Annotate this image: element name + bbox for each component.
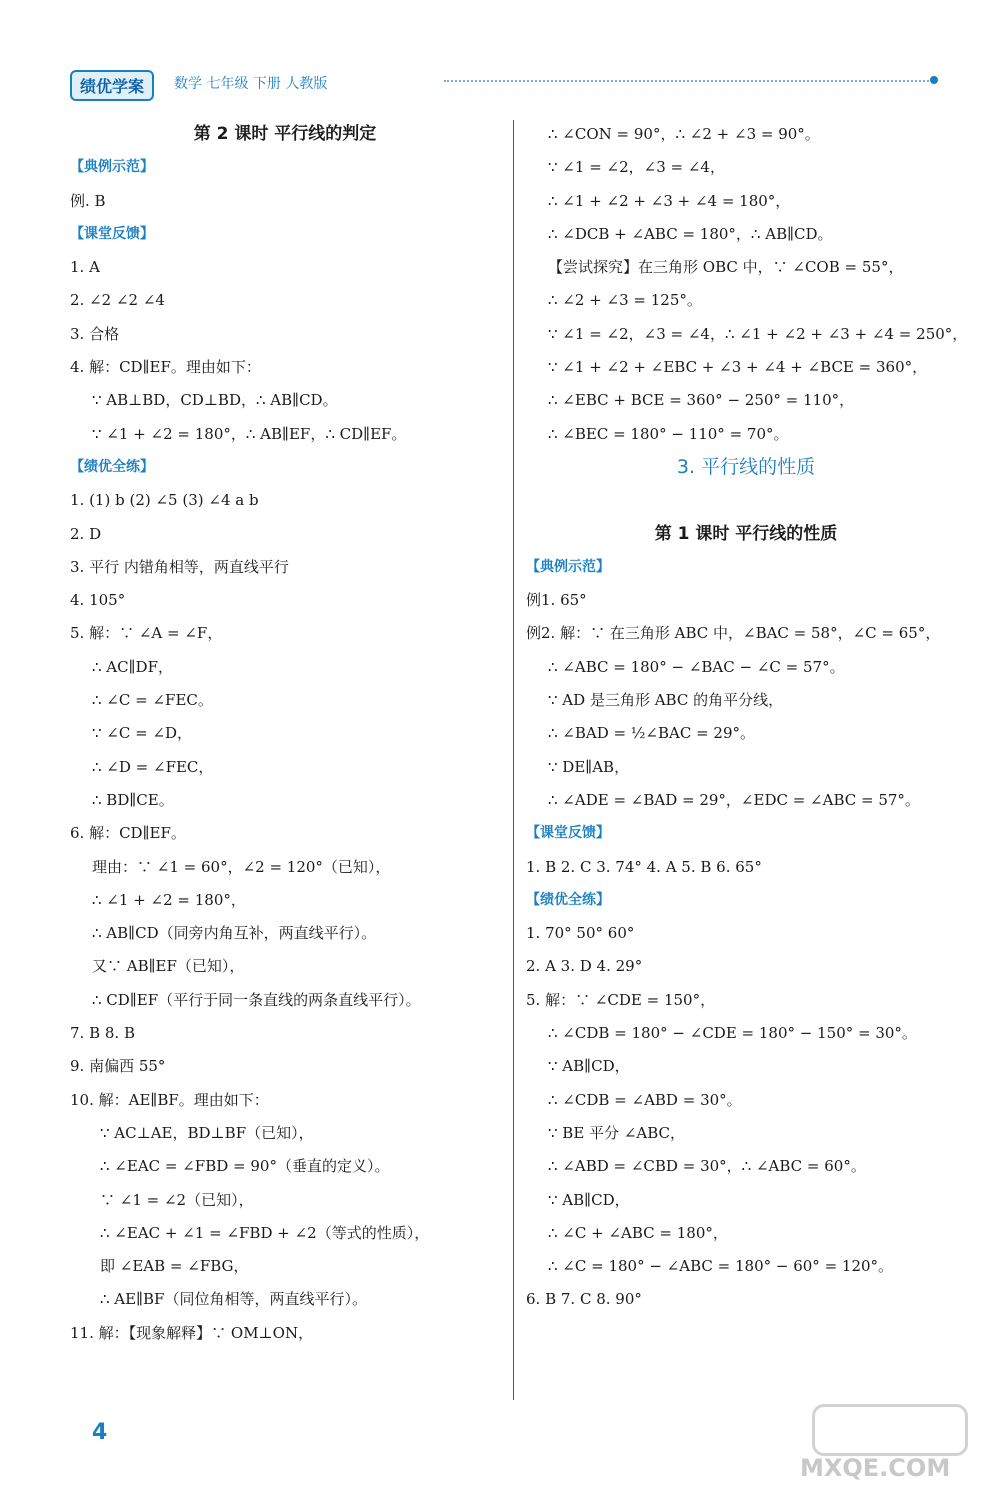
left-column-line: 例. B: [70, 191, 106, 210]
left-column-line: 【绩优全练】: [70, 458, 154, 475]
left-column-line: ∵ AC⊥AE，BD⊥BF（已知），: [100, 1123, 314, 1142]
left-column-line: ∴ BD∥CE。: [92, 790, 174, 809]
right-column-line: 【课堂反馈】: [526, 825, 610, 842]
header-dotted-rule: [444, 80, 936, 82]
right-column-line: ∴ ∠ADE = ∠BAD = 29°，∠EDC = ∠ABC = 57°。: [548, 790, 920, 809]
left-column-line: ∵ ∠1 + ∠2 = 180°，∴ AB∥EF，∴ CD∥EF。: [92, 424, 407, 443]
left-column-line: 第 2 课时 平行线的判定: [193, 124, 377, 144]
left-column-line: ∴ ∠D = ∠FEC，: [92, 757, 214, 776]
left-column-line: 2. D: [70, 524, 102, 543]
left-column-line: ∵ ∠1 = ∠2（已知），: [100, 1190, 254, 1209]
page-header: [62, 66, 942, 100]
left-column-line: 【课堂反馈】: [70, 225, 154, 242]
watermark-text: MXQE.COM: [800, 1454, 951, 1482]
right-column-line: ∴ ∠BEC = 180° − 110° = 70°。: [548, 424, 789, 443]
brand-badge: 绩优学案: [70, 70, 154, 101]
left-column-line: 11. 解：【现象解释】∵ OM⊥ON，: [70, 1323, 314, 1342]
left-column-line: ∴ CD∥EF（平行于同一条直线的两条直线平行）。: [92, 990, 421, 1009]
left-column-line: ∴ AC∥DF，: [92, 657, 173, 676]
left-column-line: 5. 解：∵ ∠A = ∠F，: [70, 624, 223, 643]
left-column-line: ∴ ∠1 + ∠2 = 180°，: [92, 890, 246, 909]
right-column-line: ∴ ∠DCB + ∠ABC = 180°，∴ AB∥CD。: [548, 224, 833, 243]
left-column-line: 4. 105°: [70, 591, 126, 610]
right-column-line: ∵ DE∥AB，: [548, 757, 630, 776]
left-column-line: 3. 平行 内错角相等，两直线平行: [70, 557, 289, 576]
right-column-line: ∴ ∠ABD = ∠CBD = 30°，∴ ∠ABC = 60°。: [548, 1157, 866, 1176]
right-column-line: ∴ ∠BAD = ½∠BAC = 29°。: [548, 724, 755, 743]
left-column-line: ∴ ∠EAC = ∠FBD = 90°（垂直的定义）。: [100, 1157, 390, 1176]
right-column-line: ∵ BE 平分 ∠ABC，: [548, 1123, 685, 1142]
left-column-line: ∴ AE∥BF（同位角相等，两直线平行）。: [100, 1290, 367, 1309]
left-column-line: 2. ∠2 ∠2 ∠4: [70, 291, 165, 310]
right-column-line: ∴ ∠C + ∠ABC = 180°，: [548, 1223, 728, 1242]
right-column-line: 2. A 3. D 4. 29°: [526, 957, 643, 976]
left-column-line: 9. 南偏西 55°: [70, 1057, 166, 1076]
left-column-line: 10. 解：AE∥BF。理由如下：: [70, 1090, 269, 1109]
right-column-line: ∵ AD 是三角形 ABC 的角平分线，: [548, 691, 784, 710]
right-column-line: 【尝试探究】在三角形 OBC 中，∵ ∠COB = 55°，: [548, 258, 904, 277]
right-column-line: ∵ ∠1 = ∠2，∠3 = ∠4，∴ ∠1 + ∠2 + ∠3 + ∠4 = 250°，: [548, 324, 968, 343]
right-column-line: [526, 484, 966, 517]
right-column-line: ∴ ∠1 + ∠2 + ∠3 + ∠4 = 180°，: [548, 191, 791, 210]
right-column-line: 例2. 解：∵ 在三角形 ABC 中，∠BAC = 58°，∠C = 65°，: [526, 624, 941, 643]
page-number: 4: [92, 1420, 108, 1445]
left-column-line: ∴ ∠EAC + ∠1 = ∠FBD + ∠2（等式的性质），: [100, 1223, 430, 1242]
right-column-line: ∴ ∠CDB = ∠ABD = 30°。: [548, 1090, 742, 1109]
right-column-line: 1. B 2. C 3. 74° 4. A 5. B 6. 65°: [526, 857, 762, 876]
right-column: [526, 118, 966, 1317]
right-column-line: 3. 平行线的性质: [676, 455, 816, 478]
right-column-line: ∵ AB∥CD，: [548, 1190, 630, 1209]
left-column-line: ∵ ∠C = ∠D，: [92, 724, 193, 743]
right-column-line: 6. B 7. C 8. 90°: [526, 1290, 642, 1309]
left-column-line: 又∵ AB∥EF（已知），: [92, 957, 245, 976]
right-column-line: ∵ AB∥CD，: [548, 1057, 630, 1076]
right-column-line: ∴ ∠CDB = 180° − ∠CDE = 180° − 150° = 30°。: [548, 1024, 917, 1043]
subject-info: 数学 七年级 下册 人教版: [174, 76, 328, 92]
left-column-line: 1. A: [70, 258, 100, 277]
column-divider: [513, 120, 514, 1400]
right-column-line: ∵ ∠1 = ∠2，∠3 = ∠4，: [548, 158, 725, 177]
left-column-line: 即 ∠EAB = ∠FBG，: [100, 1257, 249, 1276]
left-column-line: 6. 解：CD∥EF。: [70, 824, 186, 843]
watermark-logo-icon: [812, 1404, 968, 1456]
left-column-line: 理由：∵ ∠1 = 60°，∠2 = 120°（已知），: [92, 857, 391, 876]
left-column-line: ∴ ∠C = ∠FEC。: [92, 691, 213, 710]
right-column-line: ∴ ∠C = 180° − ∠ABC = 180° − 60° = 120°。: [548, 1257, 894, 1276]
right-column-line: 【绩优全练】: [526, 891, 610, 908]
left-column-line: 3. 合格: [70, 324, 120, 343]
left-column-line: 1. (1) b (2) ∠5 (3) ∠4 a b: [70, 491, 259, 510]
right-column-line: 【典例示范】: [526, 558, 610, 575]
left-column-line: ∴ AB∥CD（同旁内角互补，两直线平行）。: [92, 924, 377, 943]
left-column: [70, 118, 500, 1350]
right-column-line: 例1. 65°: [526, 591, 587, 610]
right-column-line: ∴ ∠ABC = 180° − ∠BAC − ∠C = 57°。: [548, 657, 845, 676]
right-column-line: 第 1 课时 平行线的性质: [654, 523, 838, 544]
header-dot-end: [930, 76, 938, 84]
right-column-line: ∴ ∠EBC + BCE = 360° − 250° = 110°，: [548, 391, 855, 410]
right-column-line: 1. 70° 50° 60°: [526, 924, 635, 943]
left-column-line: 4. 解：CD∥EF。理由如下：: [70, 358, 261, 377]
right-column-line: ∵ ∠1 + ∠2 + ∠EBC + ∠3 + ∠4 + ∠BCE = 360°，: [548, 358, 928, 377]
left-column-line: 【典例示范】: [70, 159, 154, 176]
right-column-line: ∴ ∠CON = 90°，∴ ∠2 + ∠3 = 90°。: [548, 125, 820, 143]
right-column-line: 5. 解：∵ ∠CDE = 150°，: [526, 990, 716, 1009]
left-column-line: 7. B 8. B: [70, 1024, 135, 1043]
right-column-line: ∴ ∠2 + ∠3 = 125°。: [548, 291, 702, 310]
left-column-line: ∵ AB⊥BD，CD⊥BD，∴ AB∥CD。: [92, 391, 338, 410]
